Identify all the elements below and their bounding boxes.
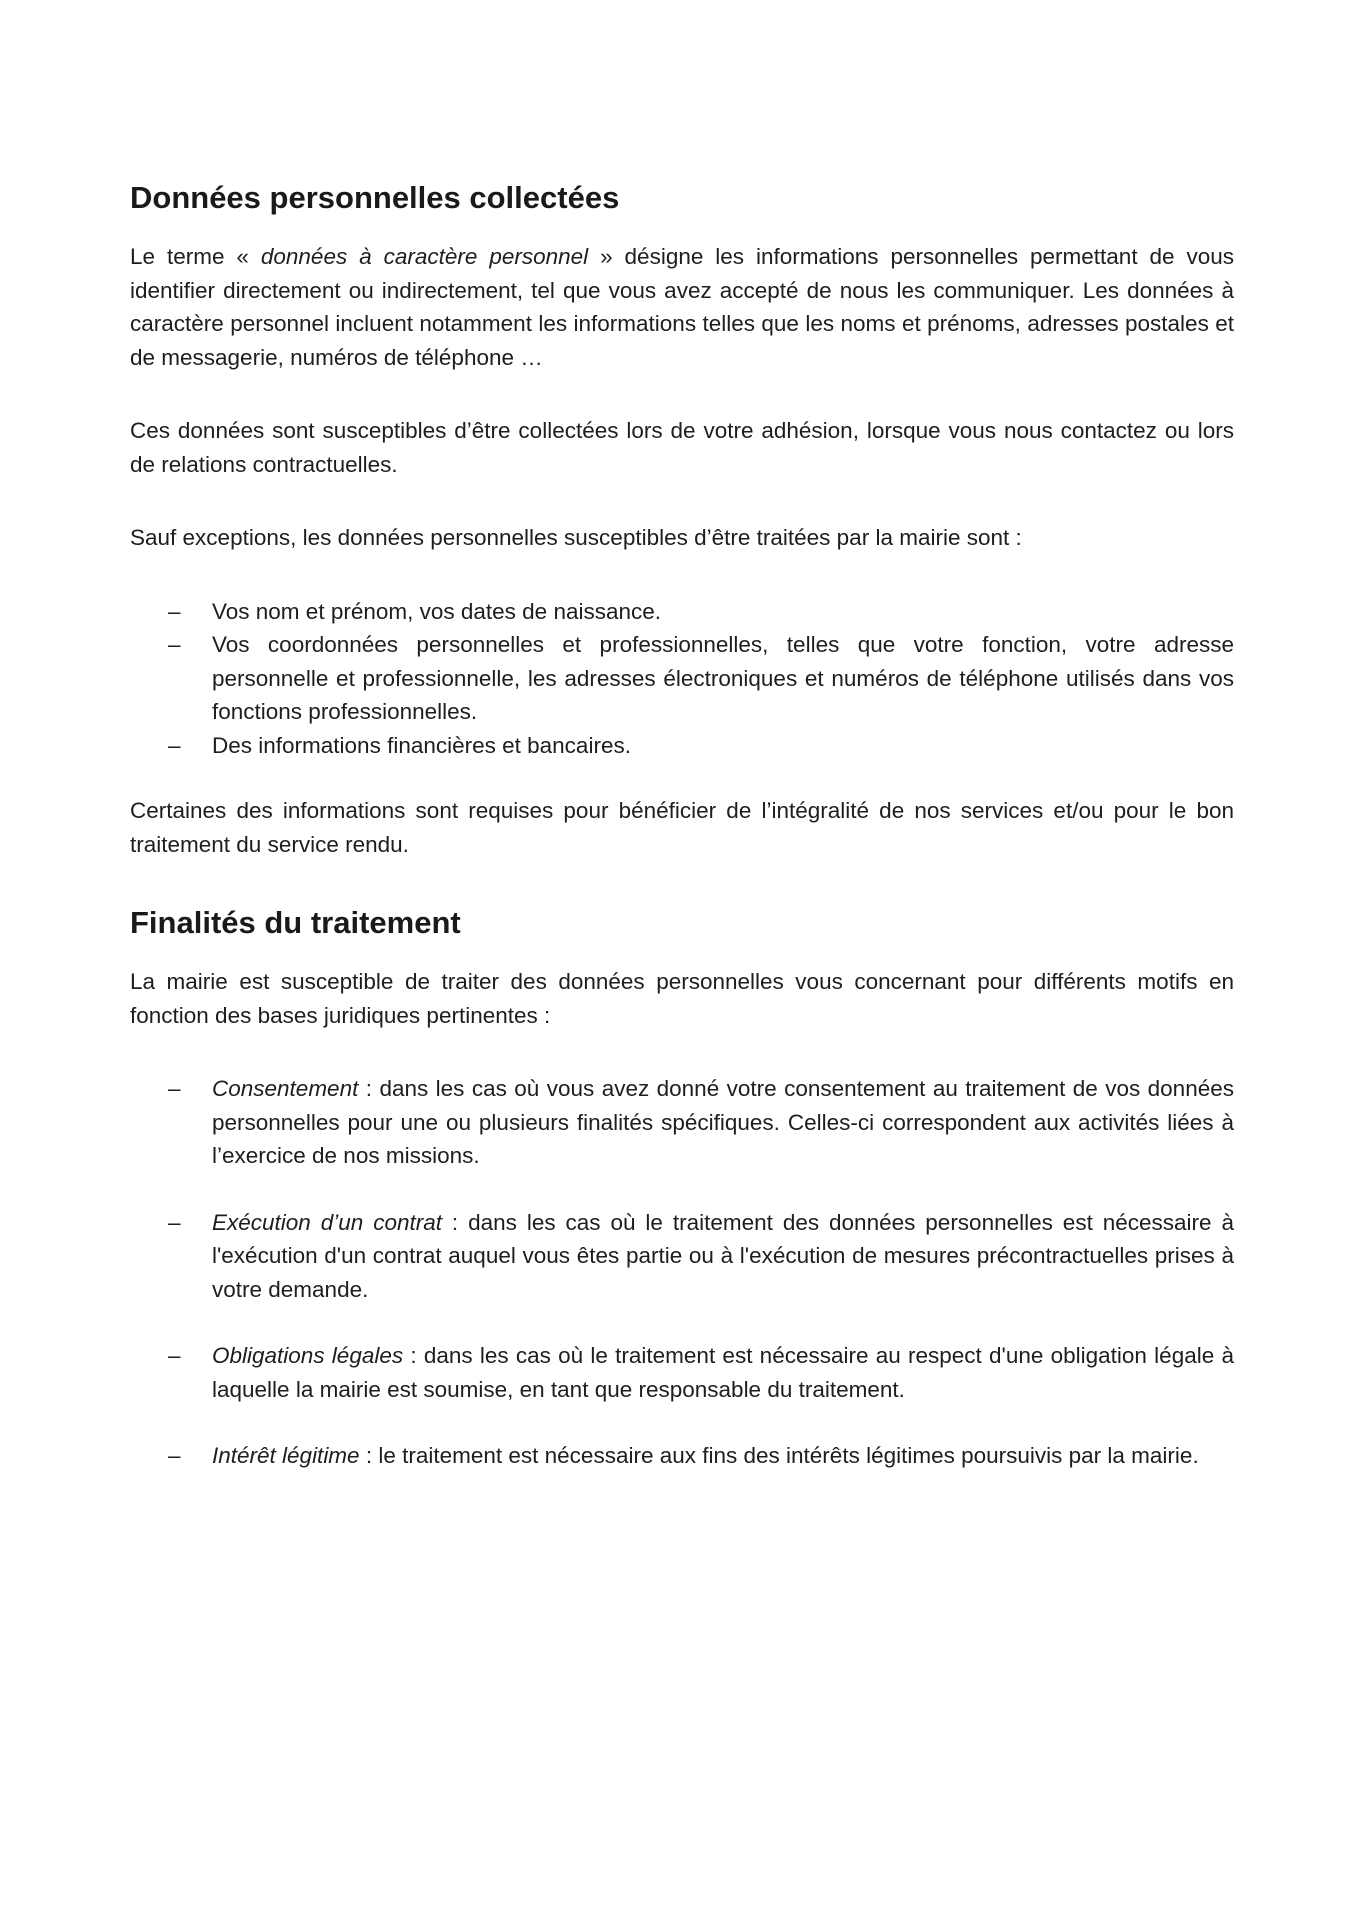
list-item bbox=[130, 1072, 1234, 1173]
list-item-text: Des informations financières et bancaires. bbox=[212, 732, 631, 758]
list-item bbox=[130, 1206, 1234, 1307]
list-item-text: : dans les cas où le traitement des données personnelles est nécessaire à l'exécution d'un contrat auquel vous êtes partie ou à l'exécution de mesures précontractuelles prises à votre demande. bbox=[212, 1209, 1234, 1302]
definition-text-end: » désigne les informations personnelles permettant de vous identifier directement ou indirectement, tel que vous avez accepté de nous les communiquer. Les données à caractère personnel incluent notamment les informations telles que les noms et prénoms, adresses postales et de messagerie, numéros de téléphone … bbox=[130, 244, 1234, 370]
section-heading-finalites: Finalités du traitement bbox=[130, 905, 461, 940]
document-page bbox=[130, 178, 1234, 1473]
definition-term: données à caractère personnel bbox=[260, 244, 589, 269]
section-heading-donnees-personnelles: Données personnelles collectées bbox=[130, 180, 620, 215]
list-item-text: Vos nom et prénom, vos dates de naissance. bbox=[212, 598, 662, 624]
list-item-text: : le traitement est nécessaire aux fins des intérêts légitimes poursuivis par la mairie. bbox=[359, 1443, 1199, 1468]
dash-bullet: – bbox=[168, 1209, 181, 1235]
list-item-term: Intérêt légitime bbox=[212, 1443, 360, 1468]
list-item bbox=[130, 628, 1234, 729]
paragraph-exceptions: Sauf exceptions, les données personnelles susceptibles d’être traitées par la mairie sont : bbox=[130, 525, 1022, 550]
paragraph-required-info: Certaines des informations sont requises pour bénéficier de l’intégralité de nos services et/ou pour le bon traitement du service rendu. bbox=[130, 798, 1234, 857]
paragraph-definition bbox=[130, 240, 1234, 374]
list-item bbox=[130, 595, 1234, 629]
paragraph-legal-bases: La mairie est susceptible de traiter des données personnelles vous concernant pour différents motifs en fonction des bases juridiques pertinentes : bbox=[130, 969, 1234, 1028]
list-item-text: : dans les cas où le traitement est nécessaire au respect d'une obligation légale à laquelle la mairie est soumise, en tant que responsable du traitement. bbox=[212, 1343, 1234, 1402]
definition-text-start: Le terme « bbox=[130, 244, 261, 269]
list-item-text: : dans les cas où vous avez donné votre consentement au traitement de vos données personnelles pour une ou plusieurs finalités spécifiques. Celles-ci correspondent aux activités liées à l’exercice de nos missions. bbox=[212, 1076, 1234, 1168]
list-item-term: Exécution d’un contrat bbox=[212, 1209, 442, 1235]
dash-bullet: – bbox=[168, 598, 181, 624]
dash-bullet: – bbox=[168, 632, 181, 657]
dash-bullet: – bbox=[168, 1076, 181, 1101]
legal-bases-list bbox=[130, 1072, 1234, 1473]
dash-bullet: – bbox=[168, 1343, 181, 1368]
list-item-text: Vos coordonnées personnelles et professionnelles, telles que votre fonction, votre adresse personnelle et professionnelle, les adresses électroniques et numéros de téléphone utilisés dans vos fonctions professionnelles. bbox=[212, 632, 1234, 724]
list-item-term: Obligations légales bbox=[212, 1343, 404, 1368]
list-item bbox=[130, 1439, 1234, 1473]
list-item bbox=[130, 729, 1234, 763]
collected-data-list bbox=[130, 595, 1234, 763]
dash-bullet: – bbox=[168, 1443, 181, 1468]
list-item-term: Consentement bbox=[212, 1076, 359, 1101]
paragraph-collection: Ces données sont susceptibles d’être collectées lors de votre adhésion, lorsque vous nous contactez ou lors de relations contractuelles. bbox=[130, 418, 1234, 477]
list-item bbox=[130, 1339, 1234, 1406]
dash-bullet: – bbox=[168, 732, 181, 758]
